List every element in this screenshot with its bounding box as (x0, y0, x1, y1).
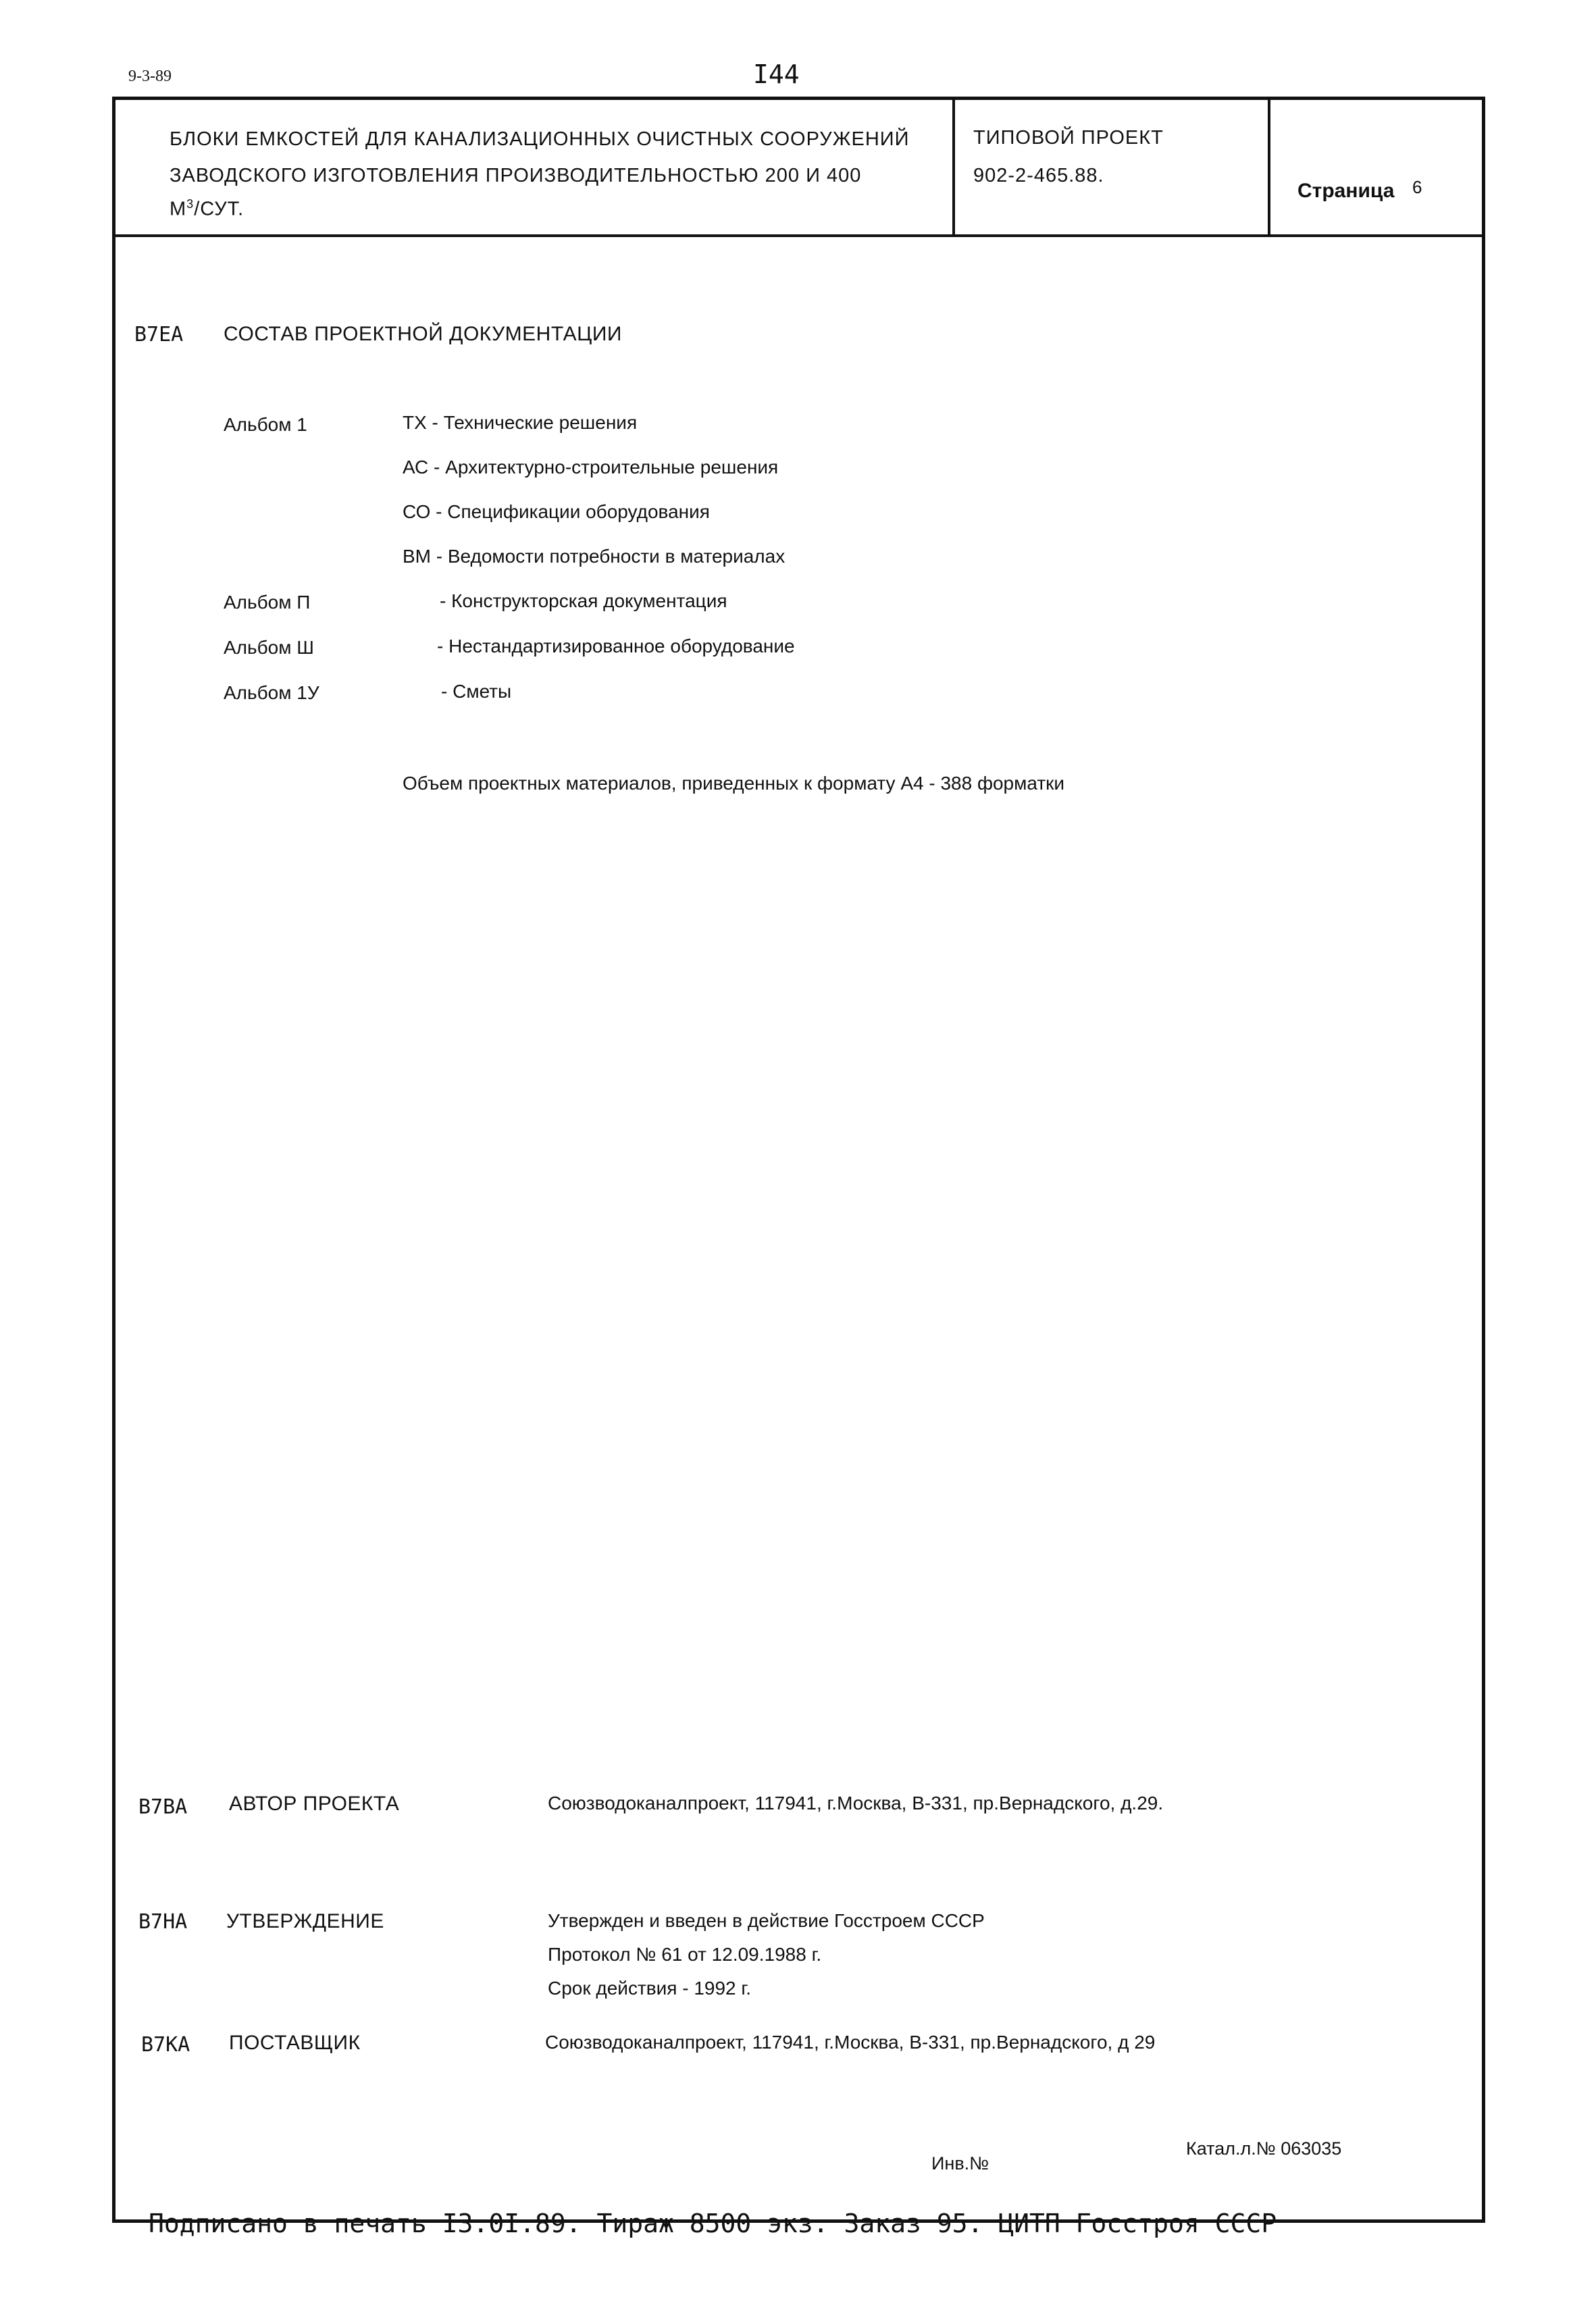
album-item: - Нестандартизированное оборудование (437, 636, 795, 657)
album-item: СО - Спецификации оборудования (403, 501, 710, 522)
approval-label: УТВЕРЖДЕНИЕ (226, 1910, 384, 1932)
page-number: 6 (1412, 177, 1422, 197)
title-block (115, 100, 1482, 237)
album-label: Альбом Ш (224, 637, 314, 658)
section-code: В7ЕА (134, 323, 184, 346)
album-label: Альбом 1 (224, 414, 307, 435)
album-item: - Сметы (441, 681, 512, 702)
page-label: Страница (1297, 180, 1395, 202)
album-item: ТХ - Технические решения (403, 412, 638, 433)
print-date-mark: 9-3-89 (128, 68, 172, 85)
inventory-label: Инв.№ (931, 2153, 989, 2174)
title-block-divider (1268, 100, 1270, 234)
approval-line: Утвержден и введен в действие Госстроем СССР (548, 1910, 985, 1931)
approval-line: Протокол № 61 от 12.09.1988 г. (548, 1944, 822, 1965)
project-number: 902-2-465.88. (973, 165, 1104, 186)
supplier-code: В7КА (141, 2033, 190, 2057)
section-title: СОСТАВ ПРОЕКТНОЙ ДОКУМЕНТАЦИИ (224, 323, 622, 345)
supplier-value: Союзводоканалпроект, 117941, г.Москва, В-331, пр.Вернадского, д 29 (545, 2032, 1156, 2053)
title-block-divider (952, 100, 955, 234)
document-frame (112, 97, 1485, 2223)
author-label: АВТОР ПРОЕКТА (229, 1793, 400, 1815)
album-label: Альбом П (224, 592, 311, 613)
author-value: Союзводоканалпроект, 117941, г.Москва, В-331, пр.Вернадского, д.29. (548, 1793, 1164, 1814)
album-label: Альбом 1У (224, 682, 319, 703)
author-code: В7ВА (138, 1795, 188, 1819)
project-title-line-1: БЛОКИ ЕМКОСТЕЙ ДЛЯ КАНАЛИЗАЦИОННЫХ ОЧИСТНЫХ СООРУЖЕНИЙ (170, 128, 910, 150)
approval-line: Срок действия - 1992 г. (548, 1978, 751, 1999)
album-item: ВМ - Ведомости потребности в материалах (403, 546, 786, 567)
project-type-label: ТИПОВОЙ ПРОЕКТ (973, 127, 1164, 149)
project-title-line-2: ЗАВОДСКОГО ИЗГОТОВЛЕНИЯ ПРОИЗВОДИТЕЛЬНОСТЬЮ 200 И 400 (170, 165, 862, 186)
album-item: АС - Архитектурно-строительные решения (403, 457, 779, 478)
print-info-line: Подписано в печать I3.0I.89. Тираж 8500 экз. Заказ 95. ЦИТП Госстроя СССР (149, 2209, 1277, 2238)
approval-code: В7НА (138, 1910, 188, 1934)
supplier-label: ПОСТАВЩИК (229, 2032, 361, 2054)
sheet-number: I44 (753, 59, 800, 89)
project-title-line-3: $М^3$/СУТ. (170, 197, 244, 220)
catalog-label: Катал.л.№ 063035 (1186, 2138, 1342, 2159)
album-item: - Конструкторская документация (440, 590, 727, 611)
volume-note: Объем проектных материалов, приведенных к формату А4 - 388 форматки (403, 773, 1065, 794)
